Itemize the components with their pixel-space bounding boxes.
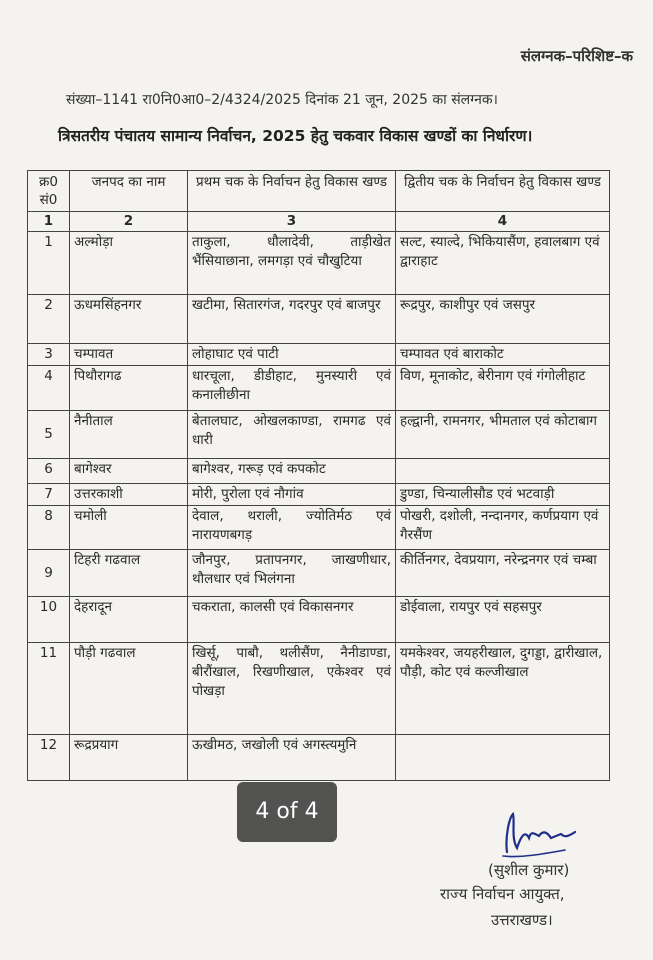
row-phase2: विण, मूनाकोट, बेरीनाग एवं गंगोलीहाट [396,366,610,411]
row-phase1: बेतालघाट, ओखलकाण्डा, रामगढ एवं धारी [188,411,396,459]
signatory-designation: राज्य निर्वाचन आयुक्त, [440,885,565,903]
row-phase1: देवाल, थराली, ज्योतिर्मठ एवं नारायणबगड़ [188,506,396,550]
row-district: ऊधमसिंहनगर [70,295,188,344]
row-serial: 8 [28,506,70,550]
reference-line: संख्या–1141 रा0नि0आ0–2/4324/2025 दिनांक 21 जून, 2025 का संलग्नक। [66,92,498,108]
column-number: 3 [188,212,396,232]
row-phase1: बागेश्वर, गरूड़ एवं कपकोट [188,459,396,484]
row-district: बागेश्वर [70,459,188,484]
row-phase1: जौनपुर, प्रतापनगर, जाखणीधार, थौलधार एवं भिलंगना [188,550,396,597]
row-phase2: यमकेश्वर, जयहरीखाल, दुगड्डा, द्वारीखाल, पौड़ी, कोट एवं कल्जीखाल [396,643,610,735]
row-phase2: डुण्डा, चिन्यालीसौड एवं भटवाड़ी [396,484,610,506]
row-district: उत्तरकाशी [70,484,188,506]
row-serial: 7 [28,484,70,506]
row-serial: 4 [28,366,70,411]
row-district: टिहरी गढवाल [70,550,188,597]
row-district: रूद्रप्रयाग [70,735,188,781]
signature-scribble [495,808,585,862]
allocation-table [27,170,610,781]
row-district: पौड़ी गढवाल [70,643,188,735]
table-row [28,550,610,597]
row-phase1: चकराता, कालसी एवं विकासनगर [188,597,396,643]
row-serial: 2 [28,295,70,344]
row-district: पिथौरागढ [70,366,188,411]
row-serial: 10 [28,597,70,643]
row-serial: 11 [28,643,70,735]
row-serial: 12 [28,735,70,781]
row-serial: 6 [28,459,70,484]
table-row [28,344,610,366]
signatory-state: उत्तराखण्ड। [491,911,553,929]
row-phase2: कीर्तिनगर, देवप्रयाग, नरेन्द्रनगर एवं चम्बा [396,550,610,597]
row-phase1: मोरी, पुरोला एवं नौगांव [188,484,396,506]
table-row [28,459,610,484]
column-number-row [28,212,610,232]
row-serial: 1 [28,232,70,295]
row-district: चम्पावत [70,344,188,366]
row-phase1: लोहाघाट एवं पाटी [188,344,396,366]
document-title: त्रिसतरीय पंचातय सामान्य निर्वाचन, 2025 हेतु चकवार विकास खण्डों का निर्धारण। [58,127,533,145]
table-row [28,232,610,295]
row-serial: 3 [28,344,70,366]
header-phase1: प्रथम चक के निर्वाचन हेतु विकास खण्ड [188,171,396,212]
row-phase2: डोईवाला, रायपुर एवं सहसपुर [396,597,610,643]
column-number: 1 [28,212,70,232]
row-serial: 9 [28,550,70,597]
header-serial: क्र0 सं0 [28,171,70,212]
row-phase2 [396,459,610,484]
row-phase2 [396,735,610,781]
page-indicator-overlay: 4 of 4 [237,782,337,842]
row-phase1: खिर्सू, पाबौ, थलीसैंण, नैनीडाण्डा, बीरौंखाल, रिखणीखाल, एकेश्वर एवं पोखड़ा [188,643,396,735]
annexure-label: संलग्नक–परिशिष्ट–क [520,47,633,65]
row-phase2: चम्पावत एवं बाराकोट [396,344,610,366]
table-row [28,597,610,643]
signatory-name: (सुशील कुमार) [488,861,570,879]
row-phase2: हल्द्वानी, रामनगर, भीमताल एवं कोटाबाग [396,411,610,459]
table-row [28,735,610,781]
row-phase2: सल्ट, स्याल्दे, भिकियासैंण, हवालबाग एवं द्वाराहाट [396,232,610,295]
header-row [28,171,610,212]
table-row [28,411,610,459]
header-district: जनपद का नाम [70,171,188,212]
header-phase2: द्वितीय चक के निर्वाचन हेतु विकास खण्ड [396,171,610,212]
row-district: चमोली [70,506,188,550]
column-number: 2 [70,212,188,232]
row-district: देहरादून [70,597,188,643]
table-row [28,295,610,344]
row-phase2: रूद्रपुर, काशीपुर एवं जसपुर [396,295,610,344]
table-row [28,484,610,506]
row-serial: 5 [28,411,70,459]
row-phase1: ताकुला, धौलादेवी, ताड़ीखेत भैंसियाछाना, लमगड़ा एवं चौखुटिया [188,232,396,295]
row-phase2: पोखरी, दशोली, नन्दानगर, कर्णप्रयाग एवं गैरसैंण [396,506,610,550]
table-row [28,643,610,735]
row-phase1: खटीमा, सितारगंज, गदरपुर एवं बाजपुर [188,295,396,344]
row-district: अल्मोड़ा [70,232,188,295]
table-row [28,366,610,411]
row-district: नैनीताल [70,411,188,459]
row-phase1: ऊखीमठ, जखोली एवं अगस्त्यमुनि [188,735,396,781]
table-row [28,506,610,550]
row-phase1: धारचूला, डीडीहाट, मुनस्यारी एवं कनालीछीना [188,366,396,411]
column-number: 4 [396,212,610,232]
